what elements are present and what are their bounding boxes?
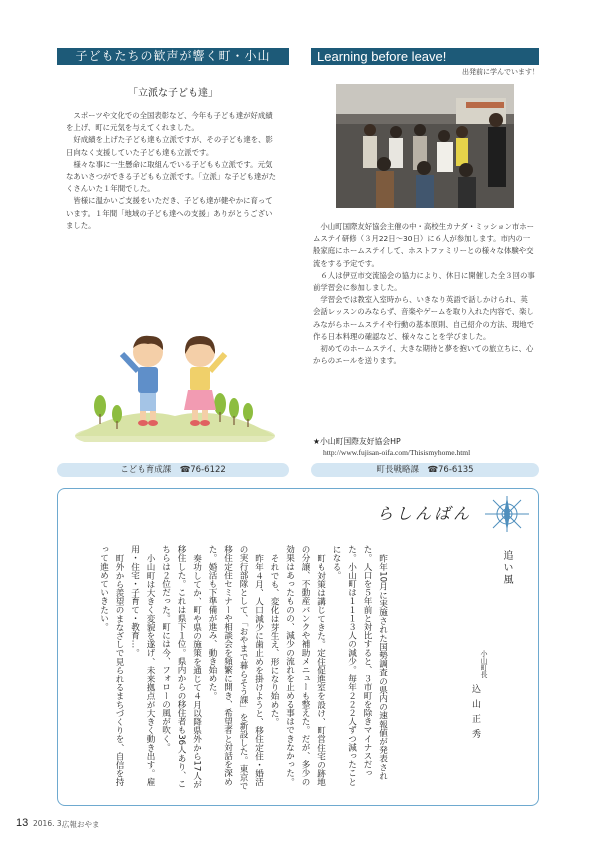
children-illustration [70, 324, 280, 442]
section-subtitle: 「立派な子ども達」 [128, 88, 218, 99]
section-header-children: 子どもたちの歓声が響く町・小山 [57, 48, 289, 65]
section-header-learning: Learning before leave! [311, 48, 539, 65]
paragraph: 好成績を上げた子ども達も立派ですが、その子ども達を、影日向なく支援していた子ども達も立派です。 [66, 135, 273, 157]
club-homepage-url[interactable]: http://www.fujisan-oifa.com/Thisismyhome.html [323, 448, 471, 457]
column-paragraph: それでも、変化は芽生え、形になり始めた。 [269, 553, 279, 726]
author-role: 小山町長 [480, 650, 488, 678]
column-paragraph: 昨年10月に実施された国勢調査の県内の速報値が発表された。人口を５年前と対比すると、３市町を除きマイナスだった。小山町は１１１３人の減少。毎年２２２人ずつ減ったことになる。 [331, 545, 388, 786]
column-heading: 追い風 [501, 550, 512, 586]
section-caption: 出発前に学んでいます！ [462, 68, 539, 76]
column-paragraph: 奏功してか、町や県の施策を通じて４月以降県外から17人が移住した。これは県下１位。県内からの移住者も36人あり、こちらは２位だった。町には今、フォローの風が吹く。 [160, 545, 202, 789]
paragraph: 学習会では教室入室時から、いきなり英語で話しかけられ、英会話レッスンのみならず、音楽やゲームを取り入れた内容で、楽しみながらホームステイや行動の基本原則、自己紹介の方法、現地で作る日本料理の確認など、様々なことを学びました。 [313, 295, 535, 341]
compass-icon [482, 494, 532, 534]
paragraph: 皆様に温かいご支援をいただき、子ども達が健やかに育っています。１年間「地域の子ども達への支援」ありがとうございました。 [66, 196, 273, 230]
column-paragraph: 小山町は大きく変貌を遂げ、未来拠点が大きく動き出す。雇用・住宅・子育て・教育…。 [129, 545, 155, 786]
column-paragraph: 昨年４月、人口減少に歯止めを掛けようと、移住定住・婚活の実行部隊として、「おやまで暮らそう課」を新設した。東京で移住定住セミナーや相談会を頻繁に開き、希望者と対話を深めた。婚活も下準備が進み、動き始めた。 [207, 545, 264, 791]
column-paragraph: 町外から羨望のまなざしで見られるまちづくりを、自信を持って進めていきたい。 [98, 545, 124, 786]
column-title: らしんばん [377, 506, 473, 523]
right-article-body [313, 221, 535, 367]
paragraph: ６人は伊豆市交流協会の協力により、休日に開催した全３回の事前学習会に参加しました。 [313, 270, 535, 293]
author-name: 込山正秀 [470, 684, 480, 744]
study-session-photo [336, 84, 514, 208]
contact-bar-strategy-dept: 町長戦略課 ☎76‑6135 [311, 463, 539, 477]
left-article-body [66, 110, 278, 232]
paragraph: 小山町国際友好協会主催の中・高校生カナダ・ミッション市ホームステイ研修（３月22日〜30日）に６人が参加します。市内の一般家庭にホームステイして、ホストファミリーとの様々な体験や交流をする予定です。 [313, 222, 535, 268]
club-homepage-label: ★小山町国際友好協会HP [313, 437, 401, 446]
paragraph: 様々な事に一生懸命に取組んでいる子どもも立派です。元気なあいさつができる子どもも立派です。「立派」な子ども達がたくさんいた１年間でした。 [66, 159, 277, 194]
issue-date: 2016. 3. [33, 819, 65, 828]
paragraph: 初めてのホームステイ、大きな期待と夢を抱いての旅立ちに、心からのエールを送ります。 [313, 344, 534, 366]
column-paragraph: 町も対策は講じてきた。定住促進室を設け、町営住宅の跡地の分譲、不動産バンクや補助メニューも整えた。だが、多少の効果はあったものの、減少の流れを止める事はできなかった。 [284, 545, 326, 786]
publication-name: 広報おやま [62, 820, 100, 829]
page-number: 13 [16, 817, 29, 829]
contact-bar-children-dept: こども育成課 ☎76‑6122 [57, 463, 289, 477]
column-body [95, 545, 390, 793]
paragraph: スポーツや文化での全国表彰など、今年も子ども達が好成績を上げ、町に元気を与えてくれました。 [66, 111, 273, 133]
